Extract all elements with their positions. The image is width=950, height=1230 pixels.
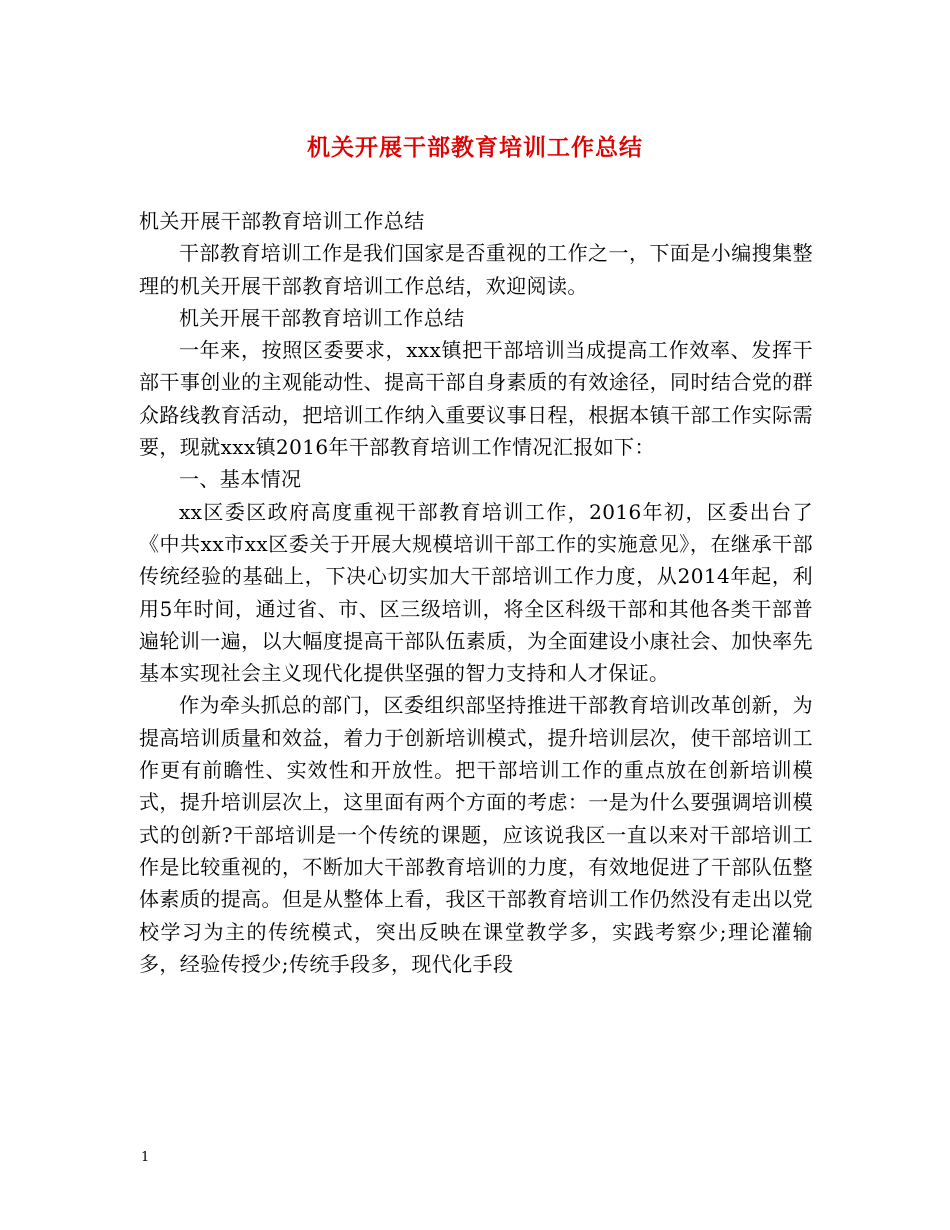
document-title: 机关开展干部教育培训工作总结 (307, 134, 643, 161)
overview-paragraph: 一年来，按照区委要求，xxx镇把干部培训当成提高工作效率、发挥干部干事创业的主观能动性、提高干部自身素质的有效途径，同时结合党的群众路线教育活动，把培训工作纳入重要议事日程，根据本镇干部工作实际需要，现就xxx镇2016年干部教育培训工作情况汇报如下： (139, 338, 813, 460)
organization-department-paragraph: 作为牵头抓总的部门，区委组织部坚持推进干部教育培训改革创新，为提高培训质量和效益，着力于创新培训模式，提升培训层次，使干部培训工作更有前瞻性、实效性和开放性。把干部培训工作的重点放在创新培训模式，提升培训层次上，这里面有两个方面的考虑：一是为什么要强调培训模式的创新?干部培训是一个传统的课题，应该说我区一直以来对干部培训工作是比较重视的，不断加大干部教育培训的力度，有效地促进了干部队伍整体素质的提高。但是从整体上看，我区干部教育培训工作仍然没有走出以党校学习为主的传统模式，突出反映在课堂教学多，实践考察少;理论灌输多，经验传授少;传统手段多，现代化手段 (139, 693, 813, 976)
basic-situation-paragraph: xx区委区政府高度重视干部教育培训工作，2016年初，区委出台了《中共xx市xx区委关于开展大规模培训干部工作的实施意见》，在继承干部传统经验的基础上，下决心切实加大干部培训工作力度，从2014年起，利用5年时间，通过省、市、区三级培训，将全区科级干部和其他各类干部普遍轮训一遍，以大幅度提高干部队伍素质，为全面建设小康社会、加快率先基本实现社会主义现代化提供坚强的智力支持和人才保证。 (139, 499, 813, 686)
intro-paragraph: 干部教育培训工作是我们国家是否重视的工作之一，下面是小编搜集整理的机关开展干部教育培训工作总结，欢迎阅读。 (139, 241, 813, 298)
subtitle-paragraph: 机关开展干部教育培训工作总结 (139, 209, 425, 233)
section-heading-paragraph: 机关开展干部教育培训工作总结 (179, 305, 465, 330)
document-body (139, 205, 813, 980)
basic-situation-heading: 一、基本情况 (179, 467, 302, 492)
page-number: 1 (141, 1150, 150, 1165)
